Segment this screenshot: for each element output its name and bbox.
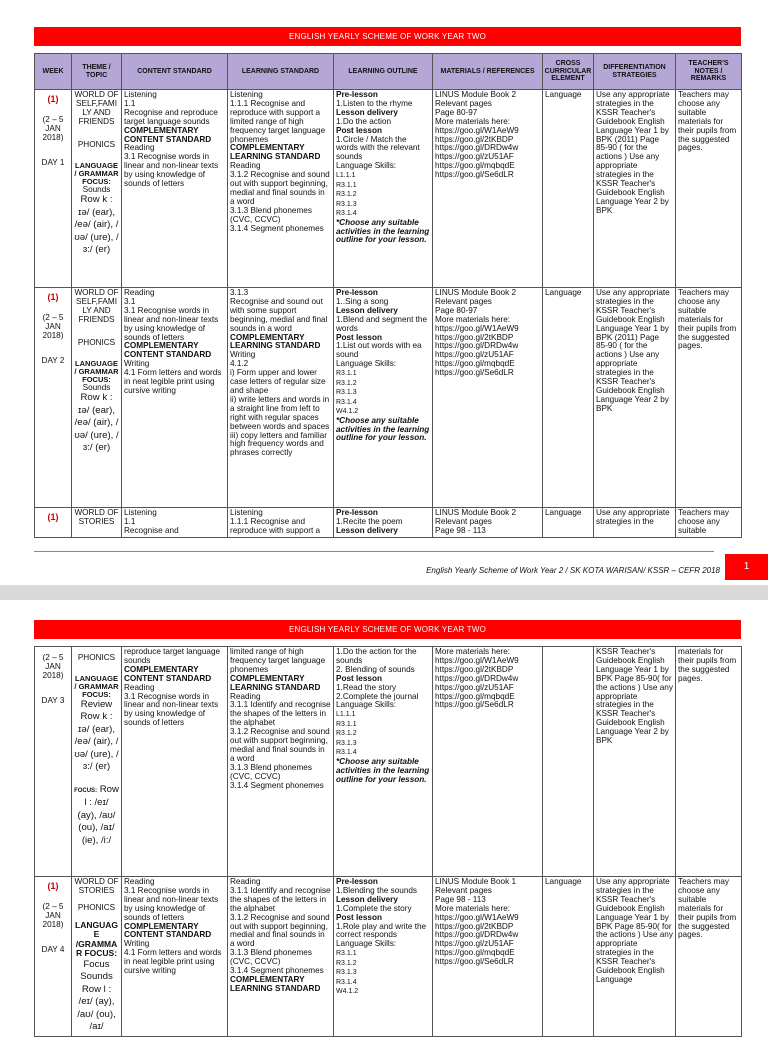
- week-dates: (2 – 5 JAN 2018): [42, 312, 64, 340]
- learning-outline-cell: [334, 288, 433, 508]
- skill-code: R3.1.3: [336, 200, 357, 208]
- outline-heading: Lesson delivery: [336, 107, 398, 117]
- content-text: Reading: [124, 682, 155, 692]
- content-text: Recognise and reproduce target language sounds: [124, 107, 218, 126]
- sounds-row: Row k : ɪə/ (ear), /eə/ (air), /ʊə/ (ure), /ɜ:/ (er): [74, 392, 119, 454]
- materials-link[interactable]: https://goo.gl/2tKBDP: [435, 332, 514, 342]
- materials-link[interactable]: https://goo.gl/mqbqdE: [435, 161, 515, 171]
- materials-text: LINUS Module Book 2: [435, 508, 517, 517]
- teacher-notes-cell: Teachers may choose any suitable materials for their pupils from the suggested pages.: [676, 877, 742, 1037]
- materials-link[interactable]: https://goo.gl/Se6dLR: [435, 957, 514, 967]
- learning-text: Writing: [230, 350, 256, 360]
- learning-outline-cell: [334, 90, 433, 288]
- materials-text: Relevant pages: [435, 296, 492, 306]
- header-learning-outline: LEARNING OUTLINE: [334, 54, 433, 90]
- theme-cell: [72, 647, 122, 877]
- outline-note: *Choose any suitable activities in the learning outline for your lesson.: [336, 217, 430, 245]
- outline-text: 1.Read the story: [336, 682, 397, 692]
- document-page-2: [0, 600, 768, 1033]
- content-heading: COMPLEMENTARY CONTENT STANDARD: [124, 664, 212, 683]
- content-text: 4.1 Form letters and words in neat legible print using cursive writing: [124, 948, 222, 976]
- header-theme: THEME / TOPIC: [72, 54, 122, 90]
- learning-standard-cell: [228, 288, 334, 508]
- materials-link[interactable]: https://goo.gl/Se6dLR: [435, 368, 514, 378]
- learning-text: 1.1.1 Recognise and reproduce with support a: [230, 516, 321, 535]
- week-cell: [35, 90, 72, 288]
- content-heading: COMPLEMENTARY CONTENT STANDARD: [124, 921, 212, 940]
- cross-curricular-cell: Language: [543, 90, 594, 288]
- cross-curricular-cell: Language: [543, 877, 594, 1037]
- skill-code: R3.1.2: [336, 959, 357, 967]
- header-materials: MATERIALS / REFERENCES: [433, 54, 543, 90]
- learning-standard-cell: [228, 508, 334, 538]
- materials-link[interactable]: https://goo.gl/W1AeW9: [435, 323, 519, 333]
- topic-name: PHONICS: [77, 337, 116, 347]
- skill-code: W4.1.2: [336, 408, 359, 416]
- differentiation-cell: Use any appropriate strategies in the KSSR Teacher's Guidebook English Language Year 1 by BPK (2011) Page 85-90 ( for the actions ) Use any appropriate strategies in the KSSR Teacher's Guidebook English Language Year 2 by BPK: [594, 288, 676, 508]
- materials-text: Page 98 - 113: [435, 525, 486, 535]
- day-label: DAY 1: [41, 157, 65, 167]
- skill-code: R3.1.1: [336, 720, 357, 728]
- materials-link[interactable]: https://goo.gl/Se6dLR: [435, 700, 514, 710]
- materials-link[interactable]: https://goo.gl/zU51AF: [435, 682, 514, 692]
- topic-name: PHONICS: [77, 653, 116, 662]
- materials-text: Relevant pages: [435, 98, 492, 108]
- content-text: Writing: [124, 359, 150, 369]
- materials-text: More materials here:: [435, 903, 511, 913]
- outline-text: Language Skills:: [336, 161, 397, 171]
- outline-note: *Choose any suitable activities in the learning outline for your lesson.: [336, 415, 430, 443]
- focus-heading: LANGUAGE / GRAMMAR FOCUS:: [74, 358, 119, 384]
- content-text: Recognise and: [124, 525, 179, 535]
- skill-code: L1.1.1: [336, 711, 356, 719]
- materials-link[interactable]: https://goo.gl/DRDw4w: [435, 930, 519, 940]
- learning-text: Listening: [230, 90, 263, 99]
- materials-cell: [433, 508, 543, 538]
- sounds-label: Sounds: [82, 184, 111, 194]
- content-text: 3.1 Recognise words in linear and non-linear texts by using knowledge of sounds of letters: [124, 305, 219, 342]
- content-text: 3.1: [124, 296, 136, 306]
- learning-text: Reading: [230, 161, 261, 171]
- learning-text: Reading: [230, 691, 261, 701]
- content-standard-cell: [122, 508, 228, 538]
- week-number: (1): [47, 881, 59, 891]
- header-teacher-notes: TEACHER'S NOTES / REMARKS: [676, 54, 742, 90]
- materials-link[interactable]: https://goo.gl/DRDw4w: [435, 341, 519, 351]
- header-cross-curricular: CROSS CURRICULAR ELEMENT: [543, 54, 594, 90]
- cross-curricular-cell: Language: [543, 288, 594, 508]
- learning-text: 3.1.1 Identify and recognise the shapes of the letters in the alphabet: [230, 885, 331, 913]
- content-text: 1.1: [124, 516, 136, 526]
- page-number: 1: [725, 554, 768, 580]
- page-gap: [0, 585, 768, 600]
- outline-heading: Post lesson: [336, 332, 382, 342]
- materials-text: More materials here:: [435, 116, 511, 126]
- materials-link[interactable]: https://goo.gl/2tKBDP: [435, 921, 514, 931]
- learning-text: 3.1.3 Blend phonemes (CVC, CCVC): [230, 948, 312, 967]
- skill-code: R3.1.2: [336, 730, 357, 738]
- sounds-row: Sounds Row l : /eɪ/ (ay), /aʊ/ (ou), /aɪ/: [77, 971, 116, 1033]
- outline-text: 2. Blending of sounds: [336, 664, 415, 674]
- learning-standard-cell: [228, 90, 334, 288]
- learning-heading: COMPLEMENTARY LEARNING STANDARD: [230, 143, 321, 162]
- skill-code: R3.1.1: [336, 181, 357, 189]
- table-row: [35, 877, 742, 1037]
- week-cell: [35, 508, 72, 538]
- content-text: Listening: [124, 508, 157, 517]
- materials-link[interactable]: https://goo.gl/zU51AF: [435, 939, 514, 949]
- learning-heading: COMPLEMENTARY LEARNING STANDARD: [230, 332, 321, 351]
- differentiation-cell: Use any appropriate strategies in the KSSR Teacher's Guidebook English Language Year 1 by BPK Page 85-90( for the actions ) Use any appropriate strategies in the KSSR Teacher's Guidebook English Language: [594, 877, 676, 1037]
- materials-link[interactable]: https://goo.gl/Se6dLR: [435, 170, 514, 180]
- materials-link[interactable]: https://goo.gl/mqbqdE: [435, 691, 515, 701]
- materials-link[interactable]: https://goo.gl/W1AeW9: [435, 912, 519, 922]
- learning-standard-cell: [228, 647, 334, 877]
- content-standard-cell: [122, 288, 228, 508]
- outline-heading: Pre-lesson: [336, 877, 378, 886]
- materials-text: Relevant pages: [435, 516, 492, 526]
- header-differentiation: DIFFERENTIATION STRATEGIES: [594, 54, 676, 90]
- scheme-of-work-table: [34, 646, 742, 1037]
- outline-note: *Choose any suitable activities in the learning outline for your lesson.: [336, 756, 430, 784]
- outline-heading: Post lesson: [336, 673, 382, 683]
- week-cell: [35, 877, 72, 1037]
- teacher-notes-cell: Teachers may choose any suitable materials for their pupils from the suggested pages.: [676, 90, 742, 288]
- outline-heading: Pre-lesson: [336, 288, 378, 297]
- table-row: [35, 90, 742, 288]
- week-cell: [35, 288, 72, 508]
- learning-text: iii) copy letters and familiar high frequency words and phrases correctly: [230, 430, 327, 458]
- header-content-standard: CONTENT STANDARD: [122, 54, 228, 90]
- materials-text: LINUS Module Book 1: [435, 877, 517, 886]
- theme-name: WORLD OF STORIES: [74, 877, 119, 895]
- outline-text: 1.Circle / Match the words with the relevant sounds: [336, 134, 420, 162]
- week-number: (1): [47, 512, 59, 522]
- teacher-notes-cell: materials for their pupils from the suggested pages.: [676, 647, 742, 877]
- outline-text: Language Skills:: [336, 939, 397, 949]
- review-sounds: Review Row k : ɪə/ (ear), /eə/ (air), /ʊə/ (ure), /ɜ:/ (er): [74, 698, 119, 773]
- table-row: [35, 508, 742, 538]
- theme-cell: [72, 877, 122, 1037]
- learning-text: Listening: [230, 508, 263, 517]
- outline-text: Language Skills:: [336, 359, 397, 369]
- day-label: DAY 3: [41, 695, 65, 705]
- outline-heading: Pre-lesson: [336, 508, 378, 517]
- learning-text: Recognise and sound out with some support beginning, medial and final sounds in a word: [230, 296, 328, 333]
- focus-heading: LANGUAGE /GRAMMAR FOCUS:: [75, 919, 118, 959]
- skill-code: R3.1.4: [336, 978, 357, 986]
- outline-text: 1.List out words with ea sound: [336, 341, 422, 360]
- theme-name: WORLD OF SELF,FAMILY AND FRIENDS: [74, 90, 119, 126]
- differentiation-cell: Use any appropriate strategies in the: [594, 508, 676, 538]
- learning-text: 1.1.1 Recognise and reproduce with support a limited range of high frequency target language phonemes: [230, 98, 326, 144]
- skill-code: R3.1.1: [336, 950, 357, 958]
- content-text: 1.1: [124, 98, 136, 108]
- skill-code: R3.1.1: [336, 370, 357, 378]
- content-standard-cell: [122, 90, 228, 288]
- learning-outline-cell: [334, 877, 433, 1037]
- materials-text: Relevant pages: [435, 885, 492, 895]
- differentiation-cell: Use any appropriate strategies in the KSSR Teacher's Guidebook English Language Year 1 by BPK (2011) Page 85-90 ( for the actions ) Use any appropriate strategies in the KSSR Teacher's Guidebook English Language Year 2 by BPK: [594, 90, 676, 288]
- focus-heading: LANGUAGE / GRAMMAR FOCUS:: [74, 160, 119, 186]
- materials-text: Page 80-97: [435, 305, 478, 315]
- table-row: [35, 288, 742, 508]
- skill-code: W4.1.2: [336, 988, 359, 996]
- skill-code: R3.1.4: [336, 210, 357, 218]
- outline-text: 1.Blending the sounds: [336, 885, 418, 895]
- skill-code: R3.1.3: [336, 969, 357, 977]
- learning-text: 3.1.3 Blend phonemes (CVC, CCVC): [230, 762, 312, 781]
- learning-text: 3.1.4 Segment phonemes: [230, 780, 324, 790]
- focus-label: FOCUS:: [74, 787, 98, 794]
- materials-text: More materials here:: [435, 647, 511, 656]
- skill-code: R3.1.4: [336, 749, 357, 757]
- materials-link[interactable]: https://goo.gl/2tKBDP: [435, 134, 514, 144]
- materials-link[interactable]: https://goo.gl/zU51AF: [435, 152, 514, 162]
- materials-cell: [433, 647, 543, 877]
- skill-code: R3.1.2: [336, 379, 357, 387]
- content-text: reproduce target language sounds: [124, 647, 221, 665]
- page-footer: English Yearly Scheme of Work Year 2 / SK KOTA WARISAN/ KSSR – CEFR 2018: [426, 566, 720, 575]
- focus-heading: LANGUAGE / GRAMMAR FOCUS:: [74, 673, 119, 699]
- learning-outline-cell: [334, 508, 433, 538]
- outline-text: 1..Sing a song: [336, 296, 389, 306]
- content-text: 3.1 Recognise words in linear and non-linear texts by using knowledge of sounds of letters: [124, 691, 219, 728]
- learning-heading: COMPLEMENTARY LEARNING STANDARD: [230, 673, 321, 692]
- outline-heading: Post lesson: [336, 912, 382, 922]
- footer-divider: [34, 551, 714, 552]
- learning-text: Reading: [230, 877, 261, 886]
- skill-code: R3.1.4: [336, 398, 357, 406]
- outline-text: 1.Role play and write the correct responds: [336, 921, 427, 940]
- learning-text: 3.1.2 Recognise and sound out with support beginning, medial and final sounds in a word: [230, 912, 330, 949]
- outline-text: Language Skills:: [336, 700, 397, 710]
- learning-text: 3.1.3: [230, 288, 249, 297]
- differentiation-cell: KSSR Teacher's Guidebook English Language Year 1 by BPK Page 85-90( for the actions ) Use any appropriate strategies in the KSSR Teacher's Guidebook English Language Year 2 by BPK: [594, 647, 676, 877]
- outline-heading: Post lesson: [336, 125, 382, 135]
- materials-text: Page 80-97: [435, 107, 478, 117]
- content-text: Reading: [124, 288, 155, 297]
- content-heading: COMPLEMENTARY CONTENT STANDARD: [124, 125, 212, 144]
- content-text: Writing: [124, 939, 150, 949]
- page-title-banner: ENGLISH YEARLY SCHEME OF WORK YEAR TWO: [34, 620, 741, 639]
- outline-text: 2.Complete the journal: [336, 691, 419, 701]
- header-week: WEEK: [35, 54, 72, 90]
- learning-text: 3.1.2 Recognise and sound out with support beginning, medial and final sounds in a word: [230, 170, 330, 206]
- teacher-notes-cell: Teachers may choose any suitable: [676, 508, 742, 538]
- content-text: 4.1 Form letters and words in neat legible print using cursive writing: [124, 368, 222, 395]
- content-heading: COMPLEMENTARY CONTENT STANDARD: [124, 341, 212, 360]
- materials-link[interactable]: https://goo.gl/zU51AF: [435, 350, 514, 360]
- learning-heading: COMPLEMENTARY LEARNING STANDARD: [230, 974, 321, 993]
- learning-text: 3.1.4 Segment phonemes: [230, 223, 324, 233]
- materials-link[interactable]: https://goo.gl/mqbqdE: [435, 359, 515, 369]
- table-header-row: [35, 54, 742, 90]
- materials-text: LINUS Module Book 2: [435, 288, 517, 297]
- materials-link[interactable]: https://goo.gl/2tKBDP: [435, 664, 514, 674]
- week-number: (1): [47, 94, 59, 104]
- scheme-of-work-table: [34, 53, 742, 538]
- learning-text: 3.1.2 Recognise and sound out with support beginning, medial and final sounds in a word: [230, 727, 330, 763]
- day-label: DAY 4: [41, 944, 65, 954]
- week-dates: (2 – 5 JAN 2018): [42, 901, 64, 929]
- materials-cell: [433, 288, 543, 508]
- theme-name: WORLD OF SELF,FAMILY AND FRIENDS: [74, 288, 119, 324]
- outline-text: 1.Do the action for the sounds: [336, 647, 417, 665]
- content-standard-cell: [122, 877, 228, 1037]
- skill-code: R3.1.3: [336, 739, 357, 747]
- outline-text: 1.Complete the story: [336, 903, 412, 913]
- skill-code: R3.1.3: [336, 389, 357, 397]
- content-standard-cell: [122, 647, 228, 877]
- outline-text: 1.Do the action: [336, 116, 392, 126]
- week-dates: (2 – 5 JAN 2018): [42, 653, 64, 680]
- theme-cell: [72, 90, 122, 288]
- learning-text: 3.1.1 Identify and recognise the shapes of the letters in the alphabet: [230, 700, 331, 728]
- materials-cell: [433, 90, 543, 288]
- learning-text: limited range of high frequency target language phonemes: [230, 647, 326, 674]
- page-title-banner: ENGLISH YEARLY SCHEME OF WORK YEAR TWO: [34, 27, 741, 46]
- content-text: Listening: [124, 90, 157, 99]
- week-cell: [35, 647, 72, 877]
- learning-text: 4.1.2: [230, 359, 249, 369]
- topic-name: PHONICS: [77, 902, 116, 912]
- header-learning-standard: LEARNING STANDARD: [228, 54, 334, 90]
- materials-link[interactable]: https://goo.gl/DRDw4w: [435, 673, 519, 683]
- content-text: 3.1 Recognise words in linear and non-linear texts by using knowledge of sounds of letters: [124, 152, 219, 189]
- sounds-label: Sounds: [82, 382, 111, 392]
- outline-text: 1.Recite the poem: [336, 516, 403, 526]
- outline-text: 1.Blend and segment the words: [336, 314, 428, 333]
- materials-link[interactable]: https://goo.gl/W1AeW9: [435, 655, 519, 665]
- outline-heading: Lesson delivery: [336, 305, 398, 315]
- content-text: Reading: [124, 877, 155, 886]
- materials-text: Page 98 - 113: [435, 894, 486, 904]
- table-row: [35, 647, 742, 877]
- content-text: 3.1 Recognise words in linear and non-linear texts by using knowledge of sounds of letters: [124, 885, 219, 922]
- outline-text: 1.Listen to the rhyme: [336, 98, 413, 108]
- outline-heading: Lesson delivery: [336, 525, 398, 535]
- learning-text: ii) write letters and words in a straight line from left to right with regular spaces between words and spaces: [230, 394, 330, 431]
- materials-text: LINUS Module Book 2: [435, 90, 517, 99]
- sounds-row: Row k : ɪə/ (ear), /eə/ (air), /ʊə/ (ure), /ɜ:/ (er): [74, 194, 119, 256]
- materials-link[interactable]: https://goo.gl/W1AeW9: [435, 125, 519, 135]
- materials-text: More materials here:: [435, 314, 511, 324]
- materials-cell: [433, 877, 543, 1037]
- theme-cell: WORLD OF STORIES: [72, 508, 122, 538]
- materials-link[interactable]: https://goo.gl/DRDw4w: [435, 143, 519, 153]
- materials-link[interactable]: https://goo.gl/mqbqdE: [435, 948, 515, 958]
- week-number: (1): [47, 292, 59, 302]
- learning-text: i) Form upper and lower case letters of regular size and shape: [230, 368, 326, 395]
- learning-text: 3.1.4 Segment phonemes: [230, 966, 324, 976]
- cross-curricular-cell: Language: [543, 508, 594, 538]
- focus-row: Row l : /eɪ/ (ay), /aʊ/ (ou), /aɪ/ (ie), /i:/: [77, 783, 119, 846]
- learning-standard-cell: [228, 877, 334, 1037]
- theme-cell: [72, 288, 122, 508]
- content-text: Reading: [124, 143, 155, 153]
- focus-word: Focus: [83, 958, 110, 970]
- learning-outline-cell: [334, 647, 433, 877]
- skill-code: R3.1.2: [336, 191, 357, 199]
- cross-curricular-cell: [543, 647, 594, 877]
- skill-code: L1.1.1: [336, 172, 356, 180]
- outline-heading: Lesson delivery: [336, 894, 398, 904]
- week-dates: (2 – 5 JAN 2018): [42, 114, 64, 142]
- day-label: DAY 2: [41, 355, 65, 365]
- outline-heading: Pre-lesson: [336, 90, 378, 99]
- topic-name: PHONICS: [77, 139, 116, 149]
- teacher-notes-cell: Teachers may choose any suitable materials for their pupils from the suggested pages.: [676, 288, 742, 508]
- learning-text: 3.1.3 Blend phonemes (CVC, CCVC): [230, 205, 312, 224]
